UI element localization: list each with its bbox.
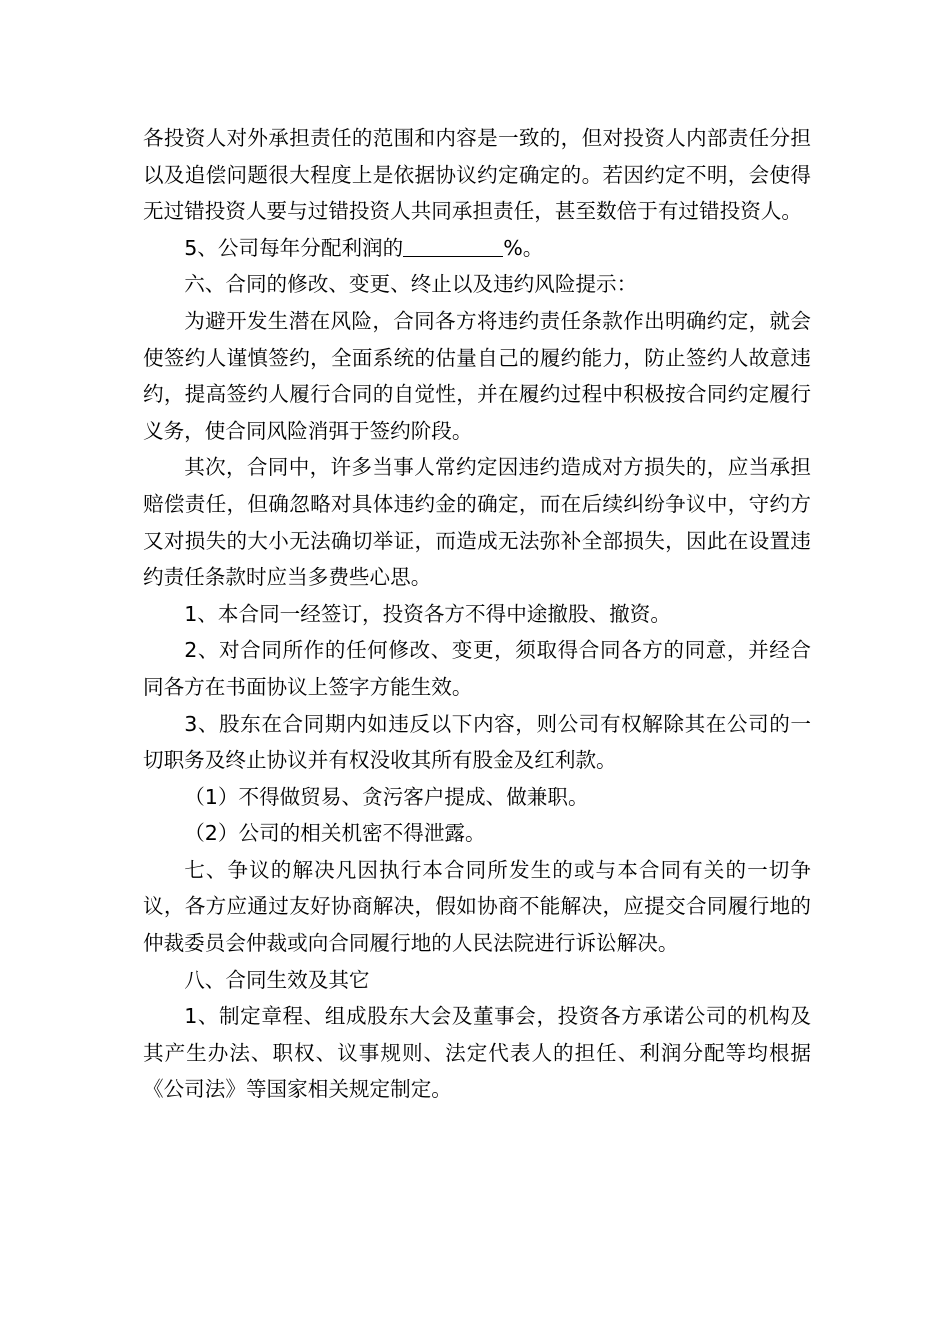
paragraph-risk-avoidance: 为避开发生潜在风险，合同各方将违约责任条款作出明确约定，就会使签约人谨慎签约，全面系统的估量自己的履约能力，防止签约人故意违约，提高签约人履行合同的自觉性，并在履约过程中积极按合同约定履行义务，使合同风险消弭于签约阶段。 bbox=[143, 308, 811, 443]
section-heading-effectiveness: 八、合同生效及其它 bbox=[184, 967, 370, 992]
section-heading-modification: 六、合同的修改、变更、终止以及违约风险提示： bbox=[184, 272, 638, 297]
clause-shareholder-violation: 3、股东在合同期内如违反以下内容，则公司有权解除其在公司的一切职务及终止协议并有权没收其所有股金及红利款。 bbox=[143, 711, 811, 773]
profit-percentage-blank[interactable] bbox=[403, 234, 503, 257]
paragraph-profit-distribution bbox=[143, 230, 811, 267]
clause-no-withdrawal: 1、本合同一经签订，投资各方不得中途撤股、撤资。 bbox=[184, 601, 671, 626]
profit-distribution-label: 5、公司每年分配利润的 bbox=[184, 235, 404, 260]
paragraph-liability-scope: 各投资人对外承担责任的范围和内容是一致的，但对投资人内部责任分担以及追偿问题很大程度上是依据协议约定确定的。若因约定不明，会使得无过错投资人要与过错投资人共同承担责任，甚至数倍于有过错投资人。 bbox=[143, 126, 811, 224]
clause-item-no-trade: （1）不得做贸易、贪污客户提成、做兼职。 bbox=[184, 784, 589, 809]
clause-modification-consent: 2、对合同所作的任何修改、变更，须取得合同各方的同意，并经合同各方在书面协议上签字方能生效。 bbox=[143, 638, 811, 699]
clause-articles-of-association: 1、制定章程、组成股东大会及董事会，投资各方承诺公司的机构及其产生办法、职权、议事规则、法定代表人的担任、利润分配等均根据《公司法》等国家相关规定制定。 bbox=[143, 1004, 811, 1102]
section-dispute-resolution: 七、争议的解决凡因执行本合同所发生的或与本合同有关的一切争议，各方应通过友好协商解决，假如协商不能解决，应提交合同履行地的仲裁委员会仲裁或向合同履行地的人民法院进行诉讼解决。 bbox=[143, 857, 811, 956]
percent-sign: %。 bbox=[503, 235, 544, 260]
paragraph-damages: 其次，合同中，许多当事人常约定因违约造成对方损失的，应当承担赔偿责任，但确忽略对具体违约金的确定，而在后续纠纷争议中，守约方又对损失的大小无法确切举证，而造成无法弥补全部损失，因此在设置违约责任条款时应当多费些心思。 bbox=[143, 455, 811, 590]
clause-item-confidentiality: （2）公司的相关机密不得泄露。 bbox=[184, 821, 486, 846]
document-body bbox=[143, 120, 811, 1108]
